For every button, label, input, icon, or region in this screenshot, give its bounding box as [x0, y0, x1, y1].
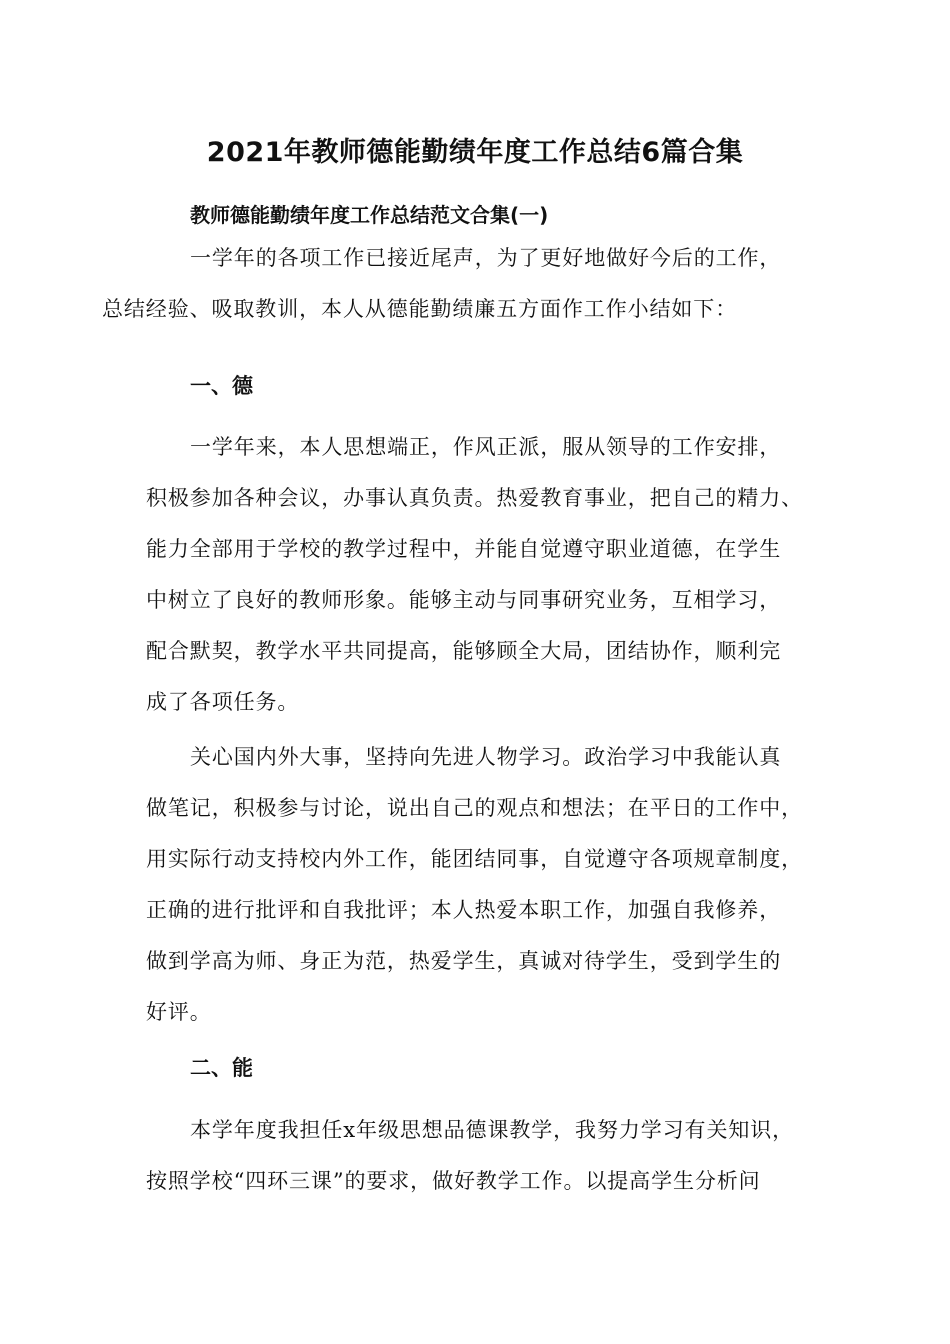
section-heading-de: 一、德 [190, 374, 253, 398]
paragraph-line: 正确的进行批评和自我批评；本人热爱本职工作，加强自我修养， [146, 898, 782, 922]
paragraph-line: 用实际行动支持校内外工作，能团结同事，自觉遵守各项规章制度， [146, 847, 803, 871]
paragraph-line: 一学年来，本人思想端正，作风正派，服从领导的工作安排， [190, 435, 782, 459]
paragraph-line: 中树立了良好的教师形象。能够主动与同事研究业务，互相学习， [146, 588, 782, 612]
section-heading-neng: 二、能 [190, 1056, 253, 1080]
paragraph-line: 积极参加各种会议，办事认真负责。热爱教育事业，把自己的精力、 [146, 486, 803, 510]
paragraph-line: 做笔记，积极参与讨论，说出自己的观点和想法；在平日的工作中， [146, 796, 803, 820]
document-subtitle: 教师德能勤绩年度工作总结范文合集(一) [190, 203, 549, 227]
paragraph-line: 总结经验、吸取教训，本人从德能勤绩廉五方面作工作小结如下： [102, 297, 738, 321]
section-de-paragraph-1 [146, 422, 836, 728]
intro-paragraph [102, 233, 836, 335]
paragraph-line: 做到学高为师、身正为范，热爱学生，真诚对待学生，受到学生的 [146, 949, 782, 973]
paragraph-line: 配合默契，教学水平共同提高，能够顾全大局，团结协作，顺利完 [146, 639, 782, 663]
paragraph-line: 关心国内外大事，坚持向先进人物学习。政治学习中我能认真 [190, 745, 782, 769]
paragraph-line: 本学年度我担任x年级思想品德课教学，我努力学习有关知识， [190, 1118, 795, 1142]
paragraph-line: 能力全部用于学校的教学过程中，并能自觉遵守职业道德，在学生 [146, 537, 782, 561]
paragraph-line: 成了各项任务。 [146, 690, 300, 714]
document-title: 2021年教师德能勤绩年度工作总结6篇合集 [206, 137, 744, 168]
paragraph-line: 一学年的各项工作已接近尾声，为了更好地做好今后的工作， [190, 246, 782, 270]
section-neng-paragraph-1 [146, 1105, 836, 1207]
paragraph-line: 按照学校“四环三课”的要求，做好教学工作。以提高学生分析问 [146, 1169, 761, 1193]
paragraph-line: 好评。 [146, 1000, 212, 1024]
section-de-paragraph-2 [146, 732, 836, 1038]
